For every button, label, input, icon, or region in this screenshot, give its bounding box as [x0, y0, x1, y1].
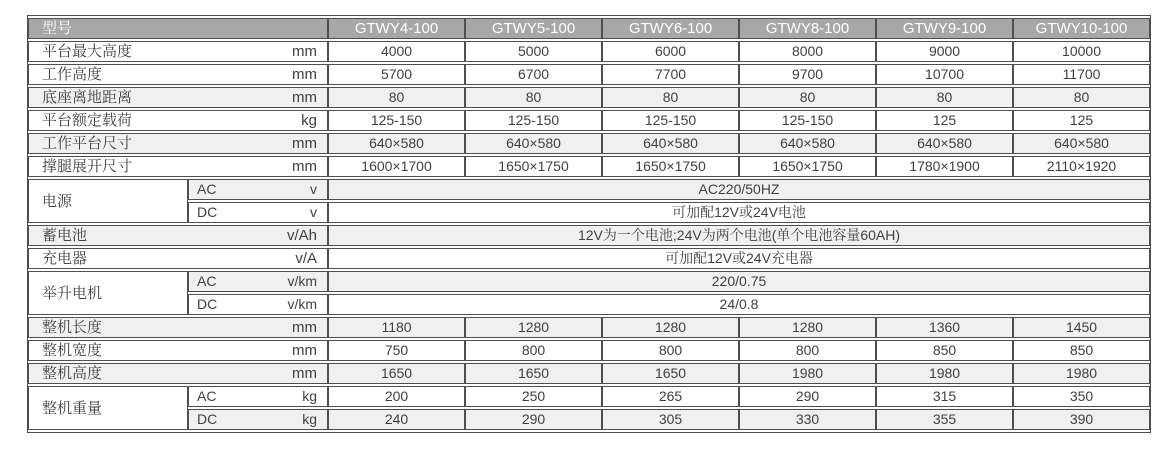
row-unit: mm [292, 342, 318, 359]
sub-label: AC [197, 181, 217, 197]
value-cell-1: 640×580 [465, 133, 602, 154]
spec-row-7 [28, 202, 1150, 223]
value-cell-2: 800 [602, 340, 739, 361]
row-label-cell [28, 41, 328, 62]
row-label: 整机长度 [42, 319, 103, 336]
value-cell-1: 125-150 [465, 110, 602, 131]
value-cell-4: 850 [876, 340, 1013, 361]
value-cell-1: 800 [465, 340, 602, 361]
spec-row-13 [28, 340, 1150, 361]
label-unit-pair [29, 226, 327, 245]
sub-label-cell [188, 271, 328, 292]
spec-row-8 [28, 225, 1150, 246]
value-cell-0: 750 [328, 340, 465, 361]
header-model-label: 型号 [28, 18, 328, 39]
row-unit: mm [292, 158, 318, 175]
row-unit: mm [292, 89, 318, 106]
header-model-2: GTWY6-100 [602, 18, 739, 39]
row-unit: kg [302, 411, 318, 427]
value-cell-4: 640×580 [876, 133, 1013, 154]
spec-row-0 [28, 41, 1150, 62]
row-label: 底座离地距离 [42, 89, 133, 106]
sub-label-cell [188, 179, 328, 200]
value-cell-3: 9700 [739, 64, 876, 85]
value-cell-3: 125-150 [739, 110, 876, 131]
row-unit: mm [292, 319, 318, 336]
spec-row-11 [28, 294, 1150, 315]
value-cell-3: 1980 [739, 363, 876, 384]
value-cell-4: 1980 [876, 363, 1013, 384]
group-label-cell [28, 179, 188, 223]
label-unit-pair [29, 134, 327, 153]
value-cell-5: 2110×1920 [1013, 156, 1150, 177]
spec-row-16 [28, 409, 1150, 430]
spec-row-6 [28, 179, 1150, 200]
value-cell-1: 6700 [465, 64, 602, 85]
row-label: 整机高度 [42, 365, 103, 382]
value-cell-5: 80 [1013, 87, 1150, 108]
spec-row-1 [28, 64, 1150, 85]
sub-label: AC [197, 273, 217, 289]
value-cell-5: 390 [1013, 409, 1150, 430]
sub-label-cell [188, 386, 328, 407]
value-cell-5: 1980 [1013, 363, 1150, 384]
value-cell-0: 640×580 [328, 133, 465, 154]
value-cell-3: 290 [739, 386, 876, 407]
header-model-3: GTWY8-100 [739, 18, 876, 39]
spec-row-5 [28, 156, 1150, 177]
value-cell-0: 125-150 [328, 110, 465, 131]
row-unit: kg [301, 112, 318, 129]
value-cell-1: 5000 [465, 41, 602, 62]
value-cell-3: 8000 [739, 41, 876, 62]
value-cell-1: 1650×1750 [465, 156, 602, 177]
spec-row-4 [28, 133, 1150, 154]
value-cell-1: 290 [465, 409, 602, 430]
row-label: 整机宽度 [42, 342, 103, 359]
label-unit-pair [189, 295, 327, 314]
spec-table [27, 15, 1151, 433]
value-cell-4: 9000 [876, 41, 1013, 62]
spec-row-15 [28, 386, 1150, 407]
value-cell-1: 1650 [465, 363, 602, 384]
value-cell-4: 125 [876, 110, 1013, 131]
row-unit: mm [292, 66, 318, 83]
row-label-cell [28, 156, 328, 177]
value-cell-4: 1360 [876, 317, 1013, 338]
label-unit-pair [189, 387, 327, 406]
group-label-cell [28, 271, 188, 315]
value-cell-1: 80 [465, 87, 602, 108]
row-unit: v [310, 181, 318, 197]
value-cell-2: 125-150 [602, 110, 739, 131]
group-label: 举升电机 [42, 284, 103, 302]
row-label-cell [28, 340, 328, 361]
value-cell-2: 1280 [602, 317, 739, 338]
value-cell-2: 1650×1750 [602, 156, 739, 177]
spec-row-10 [28, 271, 1150, 292]
merged-value-cell: 220/0.75 [328, 271, 1150, 292]
row-label-cell [28, 110, 328, 131]
value-cell-4: 1780×1900 [876, 156, 1013, 177]
value-cell-4: 315 [876, 386, 1013, 407]
row-unit: v/A [295, 250, 318, 267]
row-label: 平台额定载荷 [42, 112, 133, 129]
sub-label-cell [188, 294, 328, 315]
value-cell-3: 80 [739, 87, 876, 108]
value-cell-4: 80 [876, 87, 1013, 108]
label-unit-pair [29, 364, 327, 383]
label-unit-pair [29, 249, 327, 268]
merged-value-cell: 可加配12V或24V电池 [328, 202, 1150, 223]
row-label: 平台最大高度 [42, 43, 133, 60]
label-unit-pair [29, 65, 327, 84]
sub-label: DC [197, 296, 218, 312]
sub-label: DC [197, 411, 218, 427]
value-cell-0: 4000 [328, 41, 465, 62]
row-unit: v [310, 204, 318, 220]
header-model-5: GTWY10-100 [1013, 18, 1150, 39]
sub-label-cell [188, 202, 328, 223]
label-unit-pair [29, 157, 327, 176]
header-model-1: GTWY5-100 [465, 18, 602, 39]
spec-row-3 [28, 110, 1150, 131]
sub-label: AC [197, 388, 217, 404]
row-unit: mm [292, 43, 318, 60]
row-unit: mm [292, 365, 318, 382]
row-label: 撑腿展开尺寸 [42, 158, 133, 175]
row-unit: v/km [287, 296, 318, 312]
value-cell-5: 10000 [1013, 41, 1150, 62]
spec-row-9 [28, 248, 1150, 269]
value-cell-5: 11700 [1013, 64, 1150, 85]
merged-value-cell: 24/0.8 [328, 294, 1150, 315]
value-cell-2: 80 [602, 87, 739, 108]
spec-row-14 [28, 363, 1150, 384]
label-unit-pair [29, 318, 327, 337]
row-label-cell [28, 363, 328, 384]
group-label-cell [28, 386, 188, 430]
spec-row-12 [28, 317, 1150, 338]
label-unit-pair [29, 341, 327, 360]
value-cell-1: 250 [465, 386, 602, 407]
value-cell-3: 800 [739, 340, 876, 361]
value-cell-3: 640×580 [739, 133, 876, 154]
value-cell-2: 6000 [602, 41, 739, 62]
row-unit: mm [292, 135, 318, 152]
value-cell-5: 1450 [1013, 317, 1150, 338]
sub-label-cell [188, 409, 328, 430]
value-cell-2: 265 [602, 386, 739, 407]
label-unit-pair [189, 203, 327, 222]
label-unit-pair [29, 88, 327, 107]
label-unit-pair [189, 272, 327, 291]
merged-value-cell: AC220/50HZ [328, 179, 1150, 200]
value-cell-3: 1650×1750 [739, 156, 876, 177]
value-cell-0: 5700 [328, 64, 465, 85]
row-label: 工作高度 [42, 66, 103, 83]
label-unit-pair [189, 180, 327, 199]
row-unit: kg [302, 388, 318, 404]
row-unit: v/Ah [287, 227, 318, 244]
value-cell-0: 1650 [328, 363, 465, 384]
value-cell-5: 125 [1013, 110, 1150, 131]
row-unit: v/km [287, 273, 318, 289]
value-cell-5: 850 [1013, 340, 1150, 361]
row-label-cell [28, 64, 328, 85]
merged-value-cell: 12V为一个电池;24V为两个电池(单个电池容量60AH) [328, 225, 1150, 246]
label-unit-pair [189, 410, 327, 429]
value-cell-5: 350 [1013, 386, 1150, 407]
value-cell-3: 330 [739, 409, 876, 430]
value-cell-1: 1280 [465, 317, 602, 338]
header-model-0: GTWY4-100 [328, 18, 465, 39]
value-cell-0: 200 [328, 386, 465, 407]
spec-table-body [28, 41, 1150, 430]
row-label-cell [28, 248, 328, 269]
row-label-cell [28, 225, 328, 246]
value-cell-4: 10700 [876, 64, 1013, 85]
spec-row-2 [28, 87, 1150, 108]
merged-value-cell: 可加配12V或24V充电器 [328, 248, 1150, 269]
value-cell-0: 80 [328, 87, 465, 108]
label-unit-pair [29, 111, 327, 130]
value-cell-3: 1280 [739, 317, 876, 338]
row-label-cell [28, 317, 328, 338]
header-model-4: GTWY9-100 [876, 18, 1013, 39]
value-cell-4: 355 [876, 409, 1013, 430]
value-cell-2: 1650 [602, 363, 739, 384]
sub-label: DC [197, 204, 218, 220]
label-unit-pair [29, 42, 327, 61]
header-row [28, 18, 1150, 39]
row-label-cell [28, 133, 328, 154]
value-cell-0: 240 [328, 409, 465, 430]
value-cell-2: 7700 [602, 64, 739, 85]
group-label: 整机重量 [42, 399, 103, 417]
value-cell-2: 640×580 [602, 133, 739, 154]
value-cell-2: 305 [602, 409, 739, 430]
value-cell-0: 1600×1700 [328, 156, 465, 177]
group-label: 电源 [42, 192, 73, 210]
value-cell-0: 1180 [328, 317, 465, 338]
row-label-cell [28, 87, 328, 108]
value-cell-5: 640×580 [1013, 133, 1150, 154]
row-label: 蓄电池 [42, 227, 88, 244]
row-label: 工作平台尺寸 [42, 135, 133, 152]
row-label: 充电器 [42, 250, 88, 267]
